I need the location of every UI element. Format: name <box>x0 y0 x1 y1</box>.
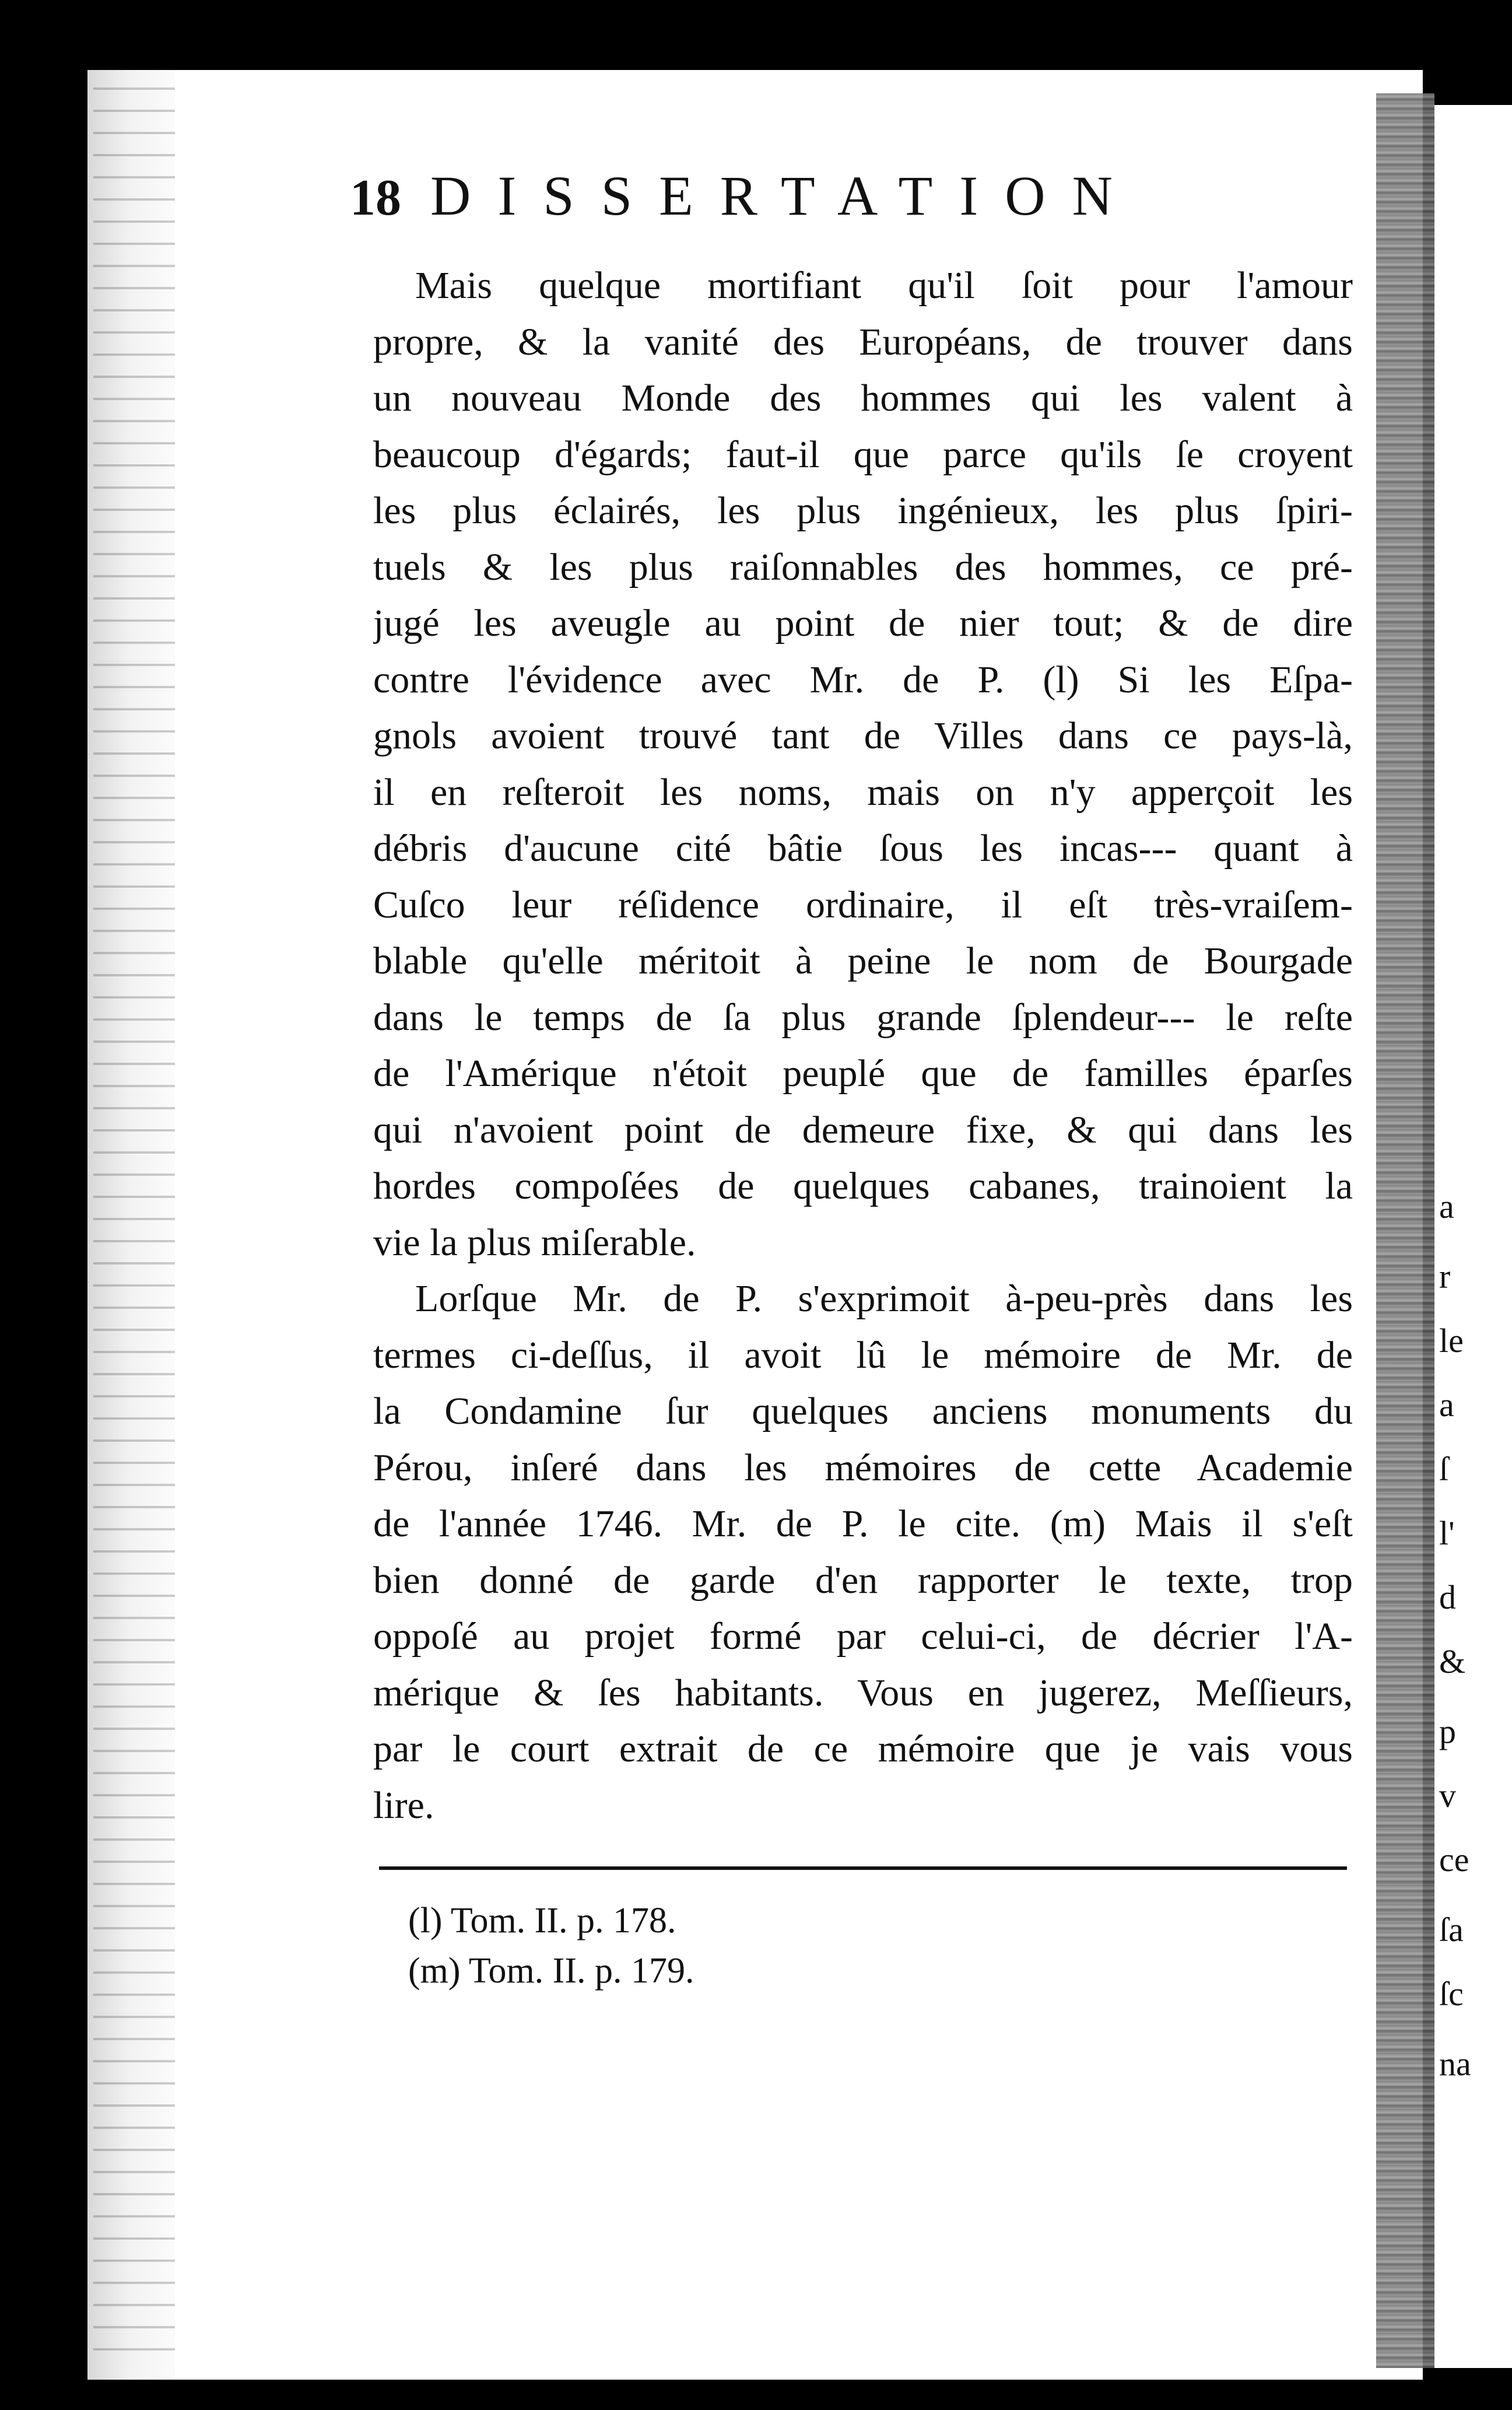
running-head-title: DISSERTATION <box>430 164 1139 227</box>
text-line: lire. <box>373 1784 434 1827</box>
text-line: par le court extrait de ce mémoire que je vais vous <box>373 1728 1353 1770</box>
text-line: les plus éclairés, les plus ingénieux, les plus ſpiri- <box>373 489 1353 532</box>
footnote-m: (m) Tom. II. p. 179. <box>408 1951 694 1991</box>
facing-page-letter: ce <box>1439 1841 1469 1879</box>
facing-page-letter: le <box>1439 1322 1464 1360</box>
text-line: de l'année 1746. Mr. de P. le cite. (m) Mais il s'eſt <box>373 1502 1353 1545</box>
text-line: débris d'aucune cité bâtie ſous les incas--- quant à <box>373 827 1353 870</box>
text-line: la Condamine ſur quelques anciens monuments du <box>373 1390 1353 1432</box>
facing-page-letter: na <box>1439 2045 1471 2083</box>
text-line: de l'Amérique n'étoit peuplé que de familles éparſes <box>373 1052 1353 1095</box>
facing-page-letter: a <box>1439 1386 1454 1424</box>
text-line: un nouveau Monde des hommes qui les valent à <box>373 377 1353 419</box>
text-line: contre l'évidence avec Mr. de P. (l) Si les Eſpa- <box>373 658 1353 701</box>
page-number: 18 <box>350 170 401 226</box>
facing-page-letter: ſ <box>1439 1450 1449 1488</box>
facing-page-letter: a <box>1439 1188 1454 1225</box>
facing-page-letter: p <box>1439 1712 1456 1750</box>
running-head <box>350 163 1341 227</box>
text-line: propre, & la vanité des Européans, de trouver dans <box>373 320 1353 363</box>
text-line: Lorſque Mr. de P. s'exprimoit à-peu-près dans les <box>415 1277 1353 1320</box>
text-line: mérique & ſes habitants. Vous en jugerez, Meſſieurs, <box>373 1671 1353 1714</box>
text-line: dans le temps de ſa plus grande ſplendeur--- le reſte <box>373 996 1353 1039</box>
facing-page-letter: ſc <box>1439 1975 1464 2013</box>
facing-page-letter: d <box>1439 1578 1456 1616</box>
text-line: blable qu'elle méritoit à peine le nom de Bourgade <box>373 940 1353 982</box>
facing-page-letter: & <box>1439 1642 1466 1680</box>
footnote-rule <box>379 1866 1347 1870</box>
gutter-marks <box>93 87 175 2362</box>
text-line: vie la plus miſerable. <box>373 1221 696 1264</box>
text-line: termes ci-deſſus, il avoit lû le mémoire de Mr. de <box>373 1333 1353 1376</box>
text-line: gnols avoient trouvé tant de Villes dans ce pays-là, <box>373 714 1353 757</box>
text-line: beaucoup d'égards; faut-il que parce qu'ils ſe croyent <box>373 433 1353 476</box>
text-line: hordes compoſées de quelques cabanes, trainoient la <box>373 1165 1353 1207</box>
text-line: Pérou, inſeré dans les mémoires de cette Academie <box>373 1446 1353 1489</box>
footnotes <box>408 1896 1108 1996</box>
text-line: oppoſé au projet formé par celui-ci, de décrier l'A- <box>373 1615 1353 1658</box>
page-edge-shadow <box>1376 93 1434 2368</box>
body-text <box>373 258 1353 1834</box>
facing-page-letter: ſa <box>1439 1911 1464 1949</box>
text-line: Mais quelque mortifiant qu'il ſoit pour l'amour <box>415 264 1353 307</box>
text-line: il en reſteroit les noms, mais on n'y apperçoit les <box>373 770 1353 814</box>
text-line: bien donné de garde d'en rapporter le texte, trop <box>373 1558 1353 1602</box>
text-line: tuels & les plus raiſonnables des hommes, ce pré- <box>373 545 1353 589</box>
text-line: Cuſco leur réſidence ordinaire, il eſt très-vraiſem- <box>373 883 1353 926</box>
facing-page-letter: l' <box>1439 1514 1455 1552</box>
facing-page-letter: r <box>1439 1257 1451 1295</box>
facing-page-letter: v <box>1439 1777 1456 1814</box>
facing-page-fragment <box>1434 105 1512 2368</box>
text-line: jugé les aveugle au point de nier tout; & de dire <box>373 602 1353 644</box>
text-line: qui n'avoient point de demeure fixe, & qui dans les <box>373 1108 1353 1151</box>
footnote-l: (l) Tom. II. p. 178. <box>408 1901 676 1940</box>
